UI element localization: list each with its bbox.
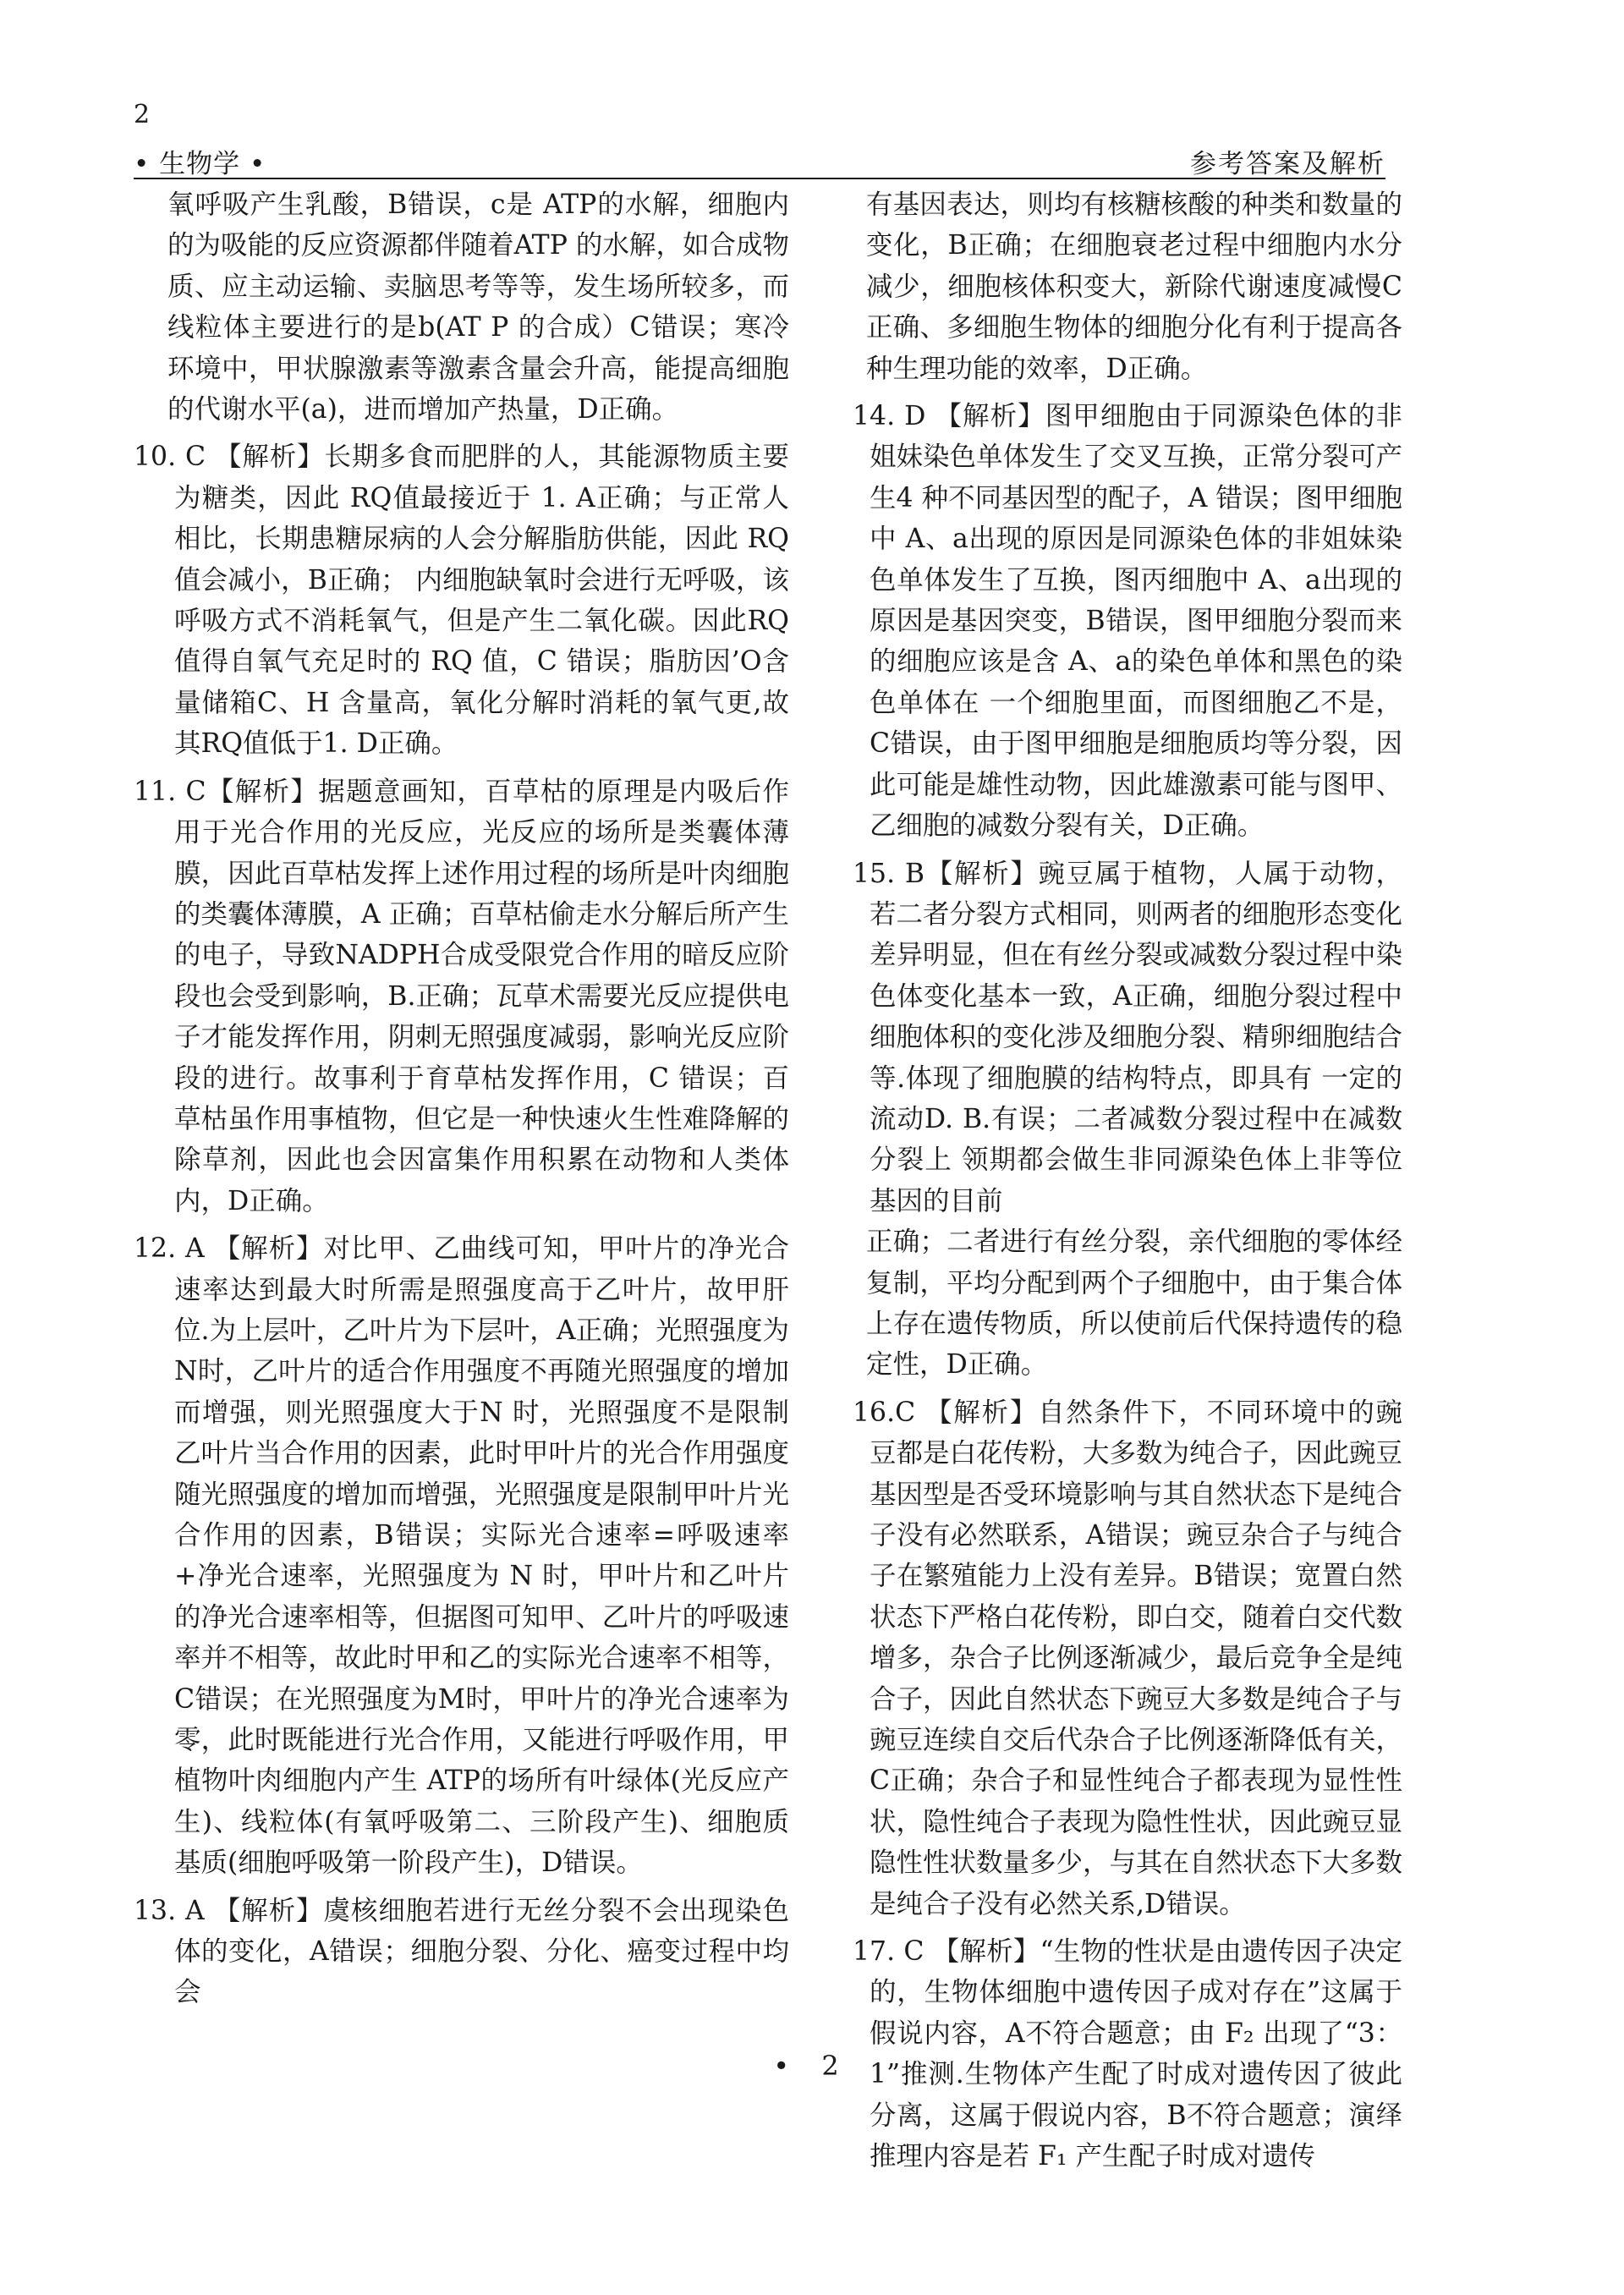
answer-paragraph: 正确；二者进行有丝分裂，亲代细胞的零体经复制，平均分配到两个子细胞中，由于集合体上存在遗传物质，所以使前后代保持遗传的稳定性，D正确。 xyxy=(866,1227,1402,1381)
answer-paragraph: 13. A 【解析】虞核细胞若进行无丝分裂不会出现染色体的变化，A错误；细胞分裂、分化、癌变过程中均会 xyxy=(134,1895,789,2008)
answer-paragraph: 16.C 【解析】自然条件下，不同环境中的豌豆都是白花传粉，大多数为纯合子，因此豌豆基因型是否受环境影响与其自然状态下是纯合子没有必然联系，A错误；豌豆杂合子与纯合子在繁殖能力上没有差异。B错误；宽置白然状态下严格白花传粉，即白交，随着白交代数增多，杂合子比例逐渐减少，最后竞争全是纯合子，因此自然状态下豌豆大多数是纯合子与豌豆连续自交后代杂合子比例逐渐降低有关，C正确；杂合子和显性纯合子都表现为显性性状，隐性纯合子表现为隐性性状，因此豌豆显隐性性状数量多少，与其在自然状态下大多数是纯合子没有必然关系,D错误。 xyxy=(853,1397,1403,1919)
answer-paragraph: 氧呼吸产生乳酸，B错误，c是 ATP的水解，细胞内的为吸能的反应资源都伴随着ATP 的水解，如合成物质、应主动运输、卖脑思考等等，发生场所较多，而线粒体主要进行的是b(AT P 的合成）C错误；寒冷环境中，甲状腺激素等激素含量会升高，能提高细胞的代谢水平(a)，进而增加产热量，D正确。 xyxy=(167,189,789,426)
left-column xyxy=(134,184,789,2020)
running-header xyxy=(134,142,1385,179)
answer-paragraph: 11. C【解析】据题意画知，百草枯的原理是内吸后作用于光合作用的光反应，光反应的场所是类囊体薄膜，因此百草枯发挥上述作用过程的场所是叶肉细胞的类囊体薄膜，A 正确；百草枯偷走水分解后所产生的电子，导致NADPH合成受限党合作用的暗反应阶段也会受到影响，B.正确；瓦草术需要光反应提供电子才能发挥作用，阴刺无照强度减弱，影响光反应阶段的进行。故事利于育草枯发挥作用，C 错误；百草枯虽作用事植物，但它是一种快速火生性难降解的除草剂，因此也会因富集作用积累在动物和人类体内，D正确。 xyxy=(134,776,789,1216)
answer-paragraph: 17. C 【解析】“生物的性状是由遗传因子决定的，生物体细胞中遗传因子成对存在”这属于假说内容，A不符合题意；由 F₂ 出现了“3：1”推测.生物体产生配了时成对遗传因了彼此分离，这属于假说内容，B不符合题意；演绎推理内容是若 F₁ 产生配子时成对遗传 xyxy=(853,1936,1402,2172)
answer-paragraph: 15. B【解析】豌豆属于植物，人属于动物，若二者分裂方式相同，则两者的细胞形态变化差异明显，但在有丝分裂或减数分裂过程中染色体变化基本一致，A正确，细胞分裂过程中细胞体积的变化涉及细胞分裂、精卵细胞结合等.体现了细胞膜的结构特点，即具有 一定的流动D. B.有误；二者减数分裂过程中在减数分裂上 领期都会做生非同源染色体上非等位基因的目前 xyxy=(853,858,1403,1216)
header-subject: • 生物学 • xyxy=(134,149,266,179)
page-number-top: 2 xyxy=(134,100,151,129)
answer-paragraph: 12. A 【解析】对比甲、乙曲线可知，甲叶片的净光合速率达到最大时所需是照强度高于乙叶片，故甲肝位.为上层叶，乙叶片为下层叶，A正确；光照强度为 N时，乙叶片的适合作用强度不再随光照强度的增加而增强，则光照强度大于N 时，光照强度不是限制乙叶片当合作用的因素，此时甲叶片的光合作用强度随光照强度的增加而增强，光照强度是限制甲叶片光合作用的因素，B错误；实际光合速率=呼吸速率+净光合速率，光照强度为 N 时，甲叶片和乙叶片的净光合速率相等，但据图可知甲、乙叶片的呼吸速率并不相等，故此时甲和乙的实际光合速率不相等，C错误；在光照强度为M时，甲叶片的净光合速率为零，此时既能进行光合作用，又能进行呼吸作用，甲植物叶肉细胞内产生 ATP的场所有叶绿体(光反应产生)、线粒体(有氧呼吸第二、三阶段产生)、细胞质基质(细胞呼吸第一阶段产生)，D错误。 xyxy=(134,1233,789,1879)
page-number-bottom: • 2 xyxy=(773,2050,851,2082)
answer-paragraph: 10. C 【解析】长期多食而肥胖的人，其能源物质主要为糖类，因此 RQ值最接近于 1. A正确；与正常人相比，长期患糖尿病的人会分解脂肪供能，因此 RQ值会减小，B正确； 内细胞缺氧时会进行无呼吸，该呼吸方式不消耗氧气，但是产生二氧化碳。因此RQ 值得自氧气充足时的 RQ 值，C 错误；脂肪因’O含量储箱C、H 含量高，氧化分解时消耗的氧气更,故其RQ值低于1. D正确。 xyxy=(134,442,789,760)
answer-paragraph: 14. D 【解析】图甲细胞由于同源染色体的非姐妹染色单体发生了交叉互换，正常分裂可产生4 种不同基因型的配子，A 错误；图甲细胞中 A、a出现的原因是同源染色体的非姐妹染色单体发生了互换，图丙细胞中 A、a出现的原因是基因突变，B错误，图甲细胞分裂而来的细胞应该是含 A、a的染色单体和黑色的染色单体在 一个细胞里面，而图细胞乙不是，C错误，由于图甲细胞是细胞质均等分裂，因此可能是雄性动物，因此雄激素可能与图甲、乙细胞的减数分裂有关，D正确。 xyxy=(853,401,1403,842)
answer-paragraph: 有基因表达，则均有核糖核酸的种类和数量的变化，B正确；在细胞衰老过程中细胞内水分减少，细胞核体积变大，新除代谢速度减慢C正确、多细胞生物体的细胞分化有利于提高各种生理功能的效率，D正确。 xyxy=(866,189,1402,384)
right-column xyxy=(853,184,1402,2184)
header-title: 参考答案及解析 xyxy=(1190,149,1385,179)
